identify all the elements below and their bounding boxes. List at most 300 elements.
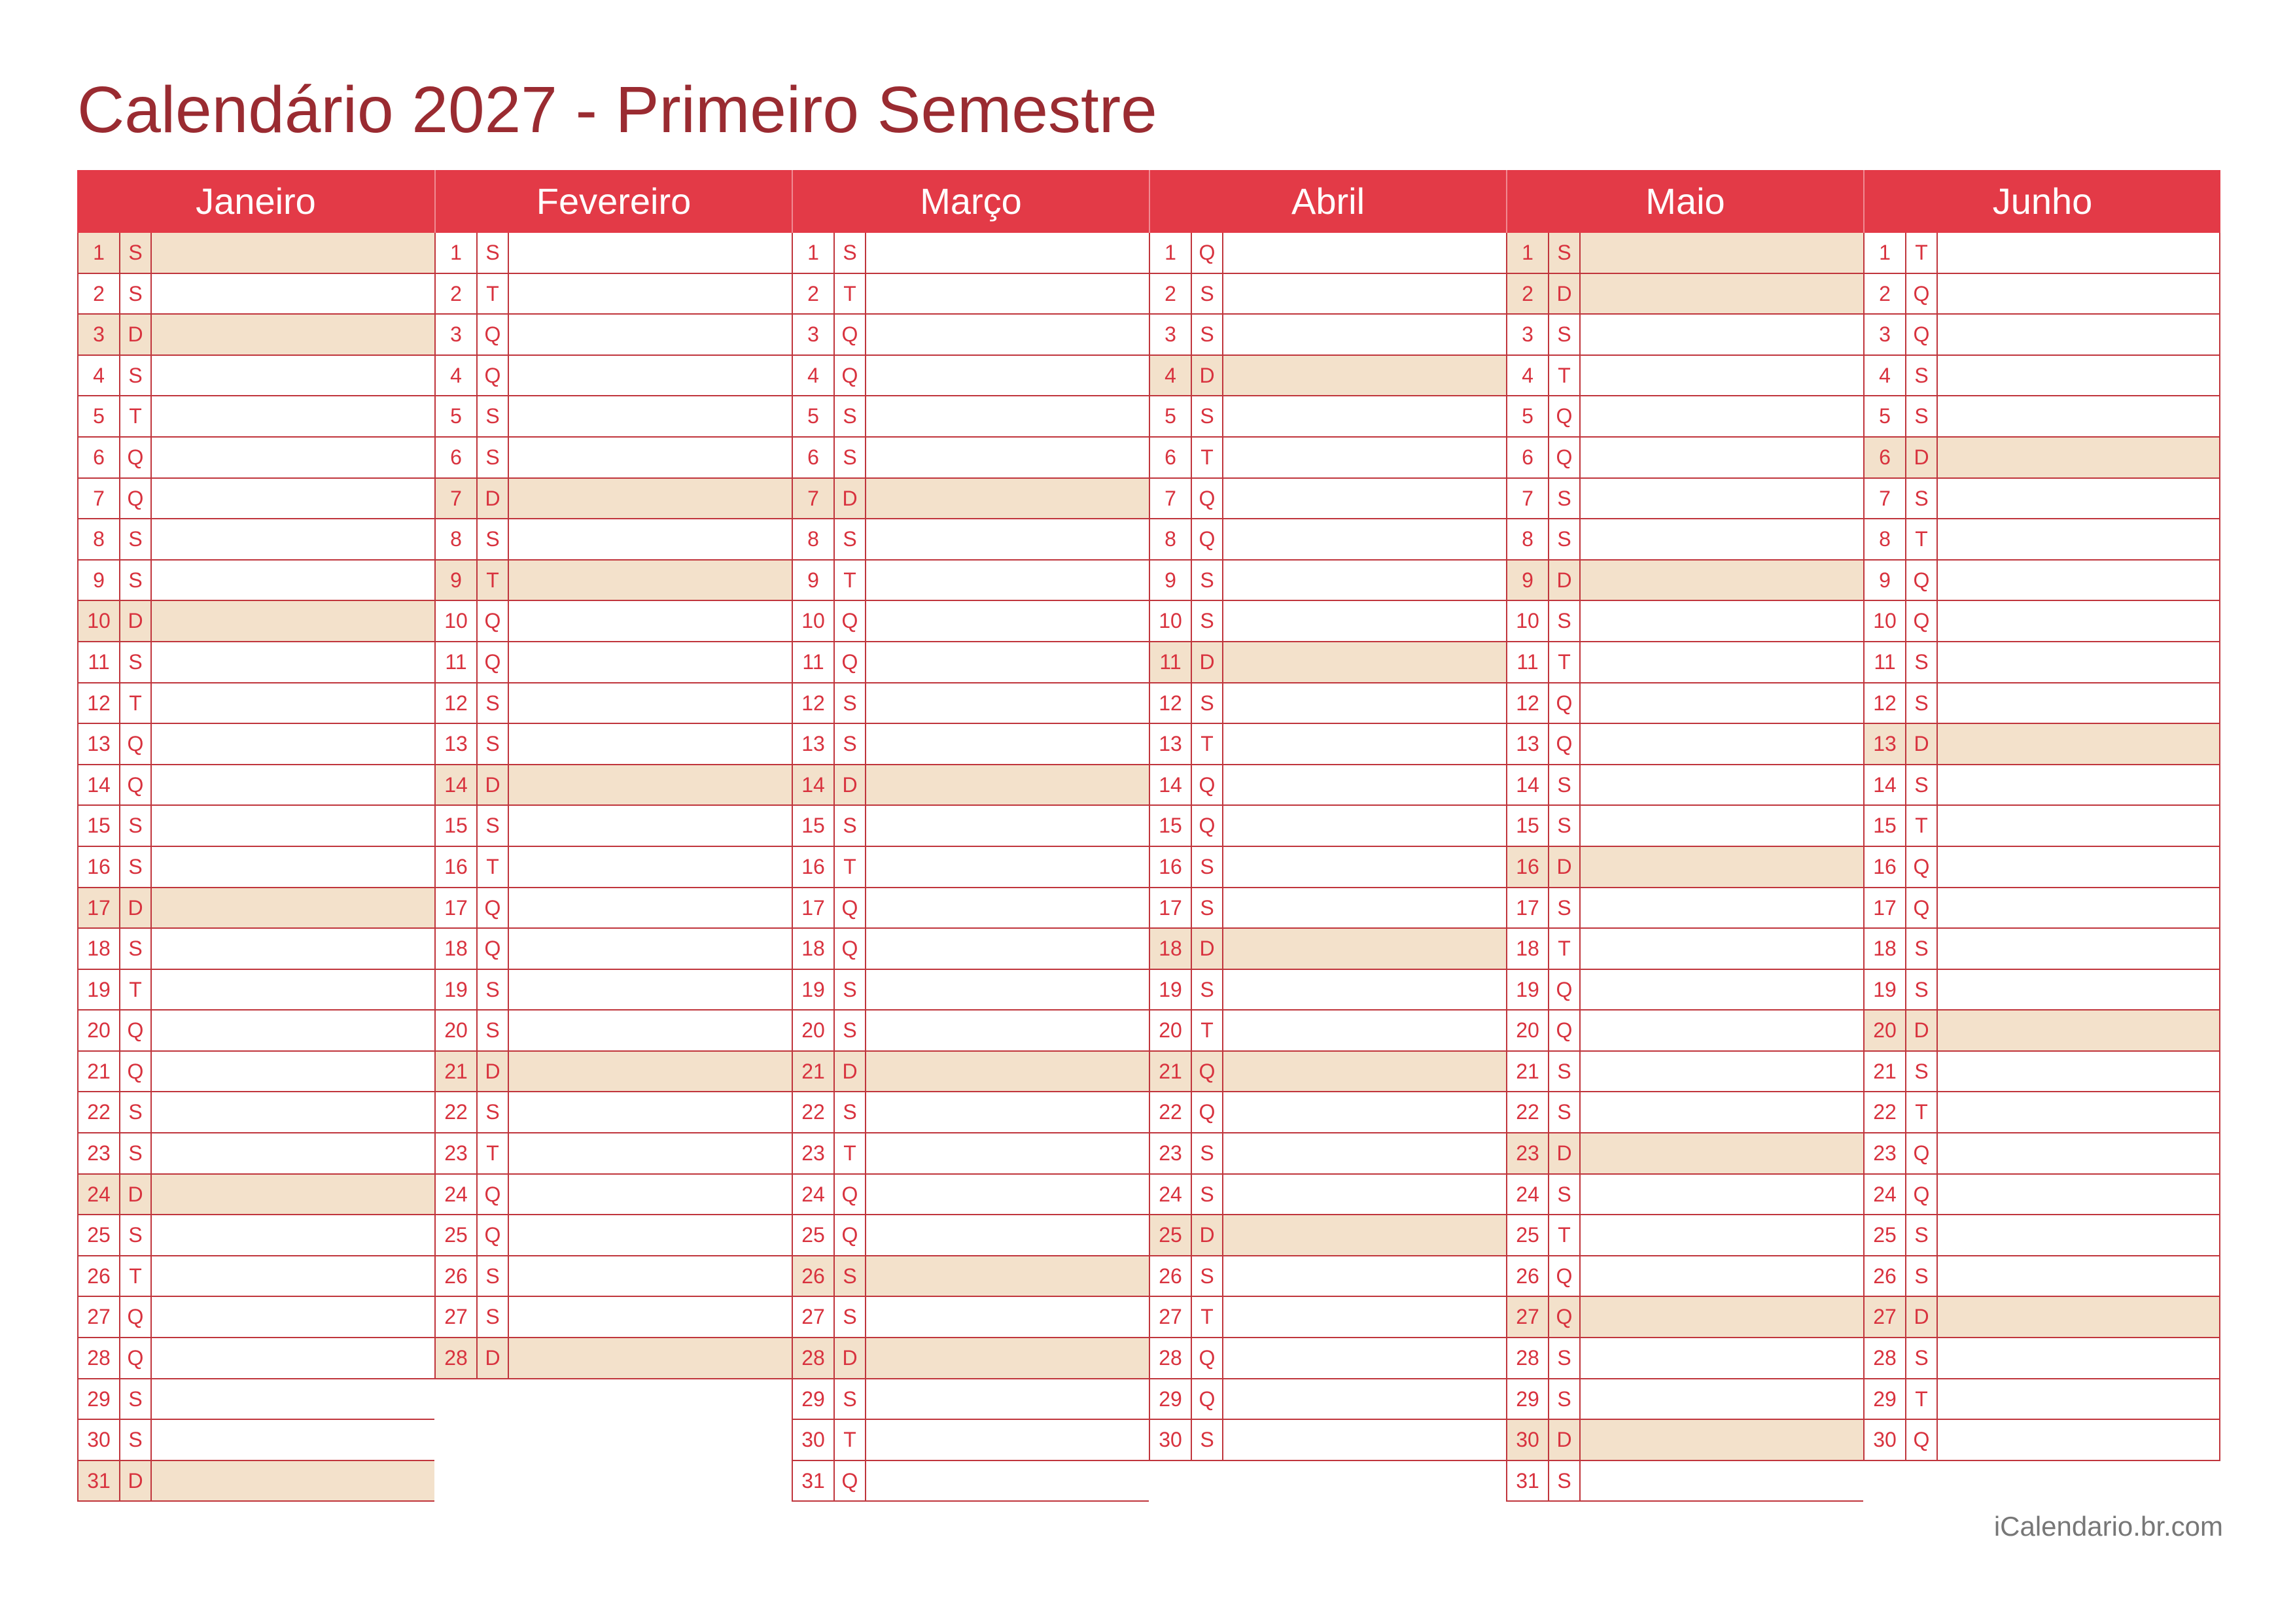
day-number: 3 xyxy=(79,315,120,354)
day-note-cell xyxy=(866,1052,1149,1092)
weekday-letter: D xyxy=(120,1175,152,1215)
page-title: Calendário 2027 - Primeiro Semestre xyxy=(77,73,1157,147)
weekday-letter: S xyxy=(835,1297,866,1337)
day-note-cell xyxy=(1223,479,1506,519)
day-number: 31 xyxy=(1507,1461,1549,1501)
weekday-letter: S xyxy=(1906,683,1938,723)
day-number: 19 xyxy=(1507,970,1549,1010)
day-row xyxy=(436,479,792,520)
day-row xyxy=(1150,601,1506,642)
day-note-cell xyxy=(152,315,434,354)
day-row xyxy=(436,1052,792,1093)
day-row xyxy=(1507,356,1863,397)
weekday-letter: S xyxy=(835,683,866,723)
day-number: 21 xyxy=(79,1052,120,1092)
day-note-cell xyxy=(509,356,792,396)
day-note-cell xyxy=(866,1256,1149,1296)
day-row xyxy=(1865,1215,2219,1256)
day-note-cell xyxy=(1938,1338,2219,1378)
day-number: 26 xyxy=(1865,1256,1906,1296)
day-number: 28 xyxy=(1865,1338,1906,1378)
day-number: 13 xyxy=(79,724,120,764)
day-number: 12 xyxy=(79,683,120,723)
day-note-cell xyxy=(152,356,434,396)
day-number: 1 xyxy=(793,233,835,273)
day-number: 18 xyxy=(793,929,835,969)
day-number: 13 xyxy=(436,724,478,764)
weekday-letter: Q xyxy=(835,601,866,641)
day-number: 30 xyxy=(1150,1420,1192,1460)
weekday-letter: D xyxy=(1549,1420,1581,1460)
day-number: 2 xyxy=(1150,274,1192,314)
day-row xyxy=(793,929,1149,970)
weekday-letter: D xyxy=(835,1052,866,1092)
weekday-letter: S xyxy=(1906,396,1938,436)
day-row xyxy=(1150,1215,1506,1256)
day-note-cell xyxy=(866,1215,1149,1255)
weekday-letter: S xyxy=(478,806,509,846)
day-row xyxy=(1865,274,2219,315)
month-header: Fevereiro xyxy=(434,170,792,233)
weekday-letter: D xyxy=(120,1461,152,1501)
day-number: 20 xyxy=(1507,1011,1549,1050)
day-note-cell xyxy=(866,1011,1149,1050)
weekday-letter: T xyxy=(1549,929,1581,969)
day-note-cell xyxy=(866,1297,1149,1337)
day-row xyxy=(1507,233,1863,274)
day-number: 14 xyxy=(1507,765,1549,805)
day-row xyxy=(1507,1420,1863,1461)
day-list xyxy=(1506,233,1863,1502)
day-number: 6 xyxy=(79,438,120,477)
weekday-letter: D xyxy=(1906,438,1938,477)
day-number: 6 xyxy=(436,438,478,477)
day-row xyxy=(793,561,1149,602)
day-number: 1 xyxy=(1865,233,1906,273)
day-row xyxy=(1150,356,1506,397)
day-row xyxy=(79,683,434,725)
day-note-cell xyxy=(1938,847,2219,887)
weekday-letter: T xyxy=(120,1256,152,1296)
weekday-letter: S xyxy=(1906,356,1938,396)
day-note-cell xyxy=(1938,356,2219,396)
weekday-letter: S xyxy=(1549,1338,1581,1378)
day-note-cell xyxy=(152,724,434,764)
day-number: 17 xyxy=(793,888,835,928)
day-row xyxy=(79,561,434,602)
day-note-cell xyxy=(1938,724,2219,764)
weekday-letter: Q xyxy=(1906,274,1938,314)
day-number: 24 xyxy=(1865,1175,1906,1215)
weekday-letter: Q xyxy=(478,315,509,354)
day-number: 28 xyxy=(1150,1338,1192,1378)
day-row xyxy=(1507,929,1863,970)
day-number: 21 xyxy=(1150,1052,1192,1092)
weekday-letter: S xyxy=(1549,1379,1581,1419)
weekday-letter: S xyxy=(1906,1215,1938,1255)
day-note-cell xyxy=(1223,642,1506,682)
day-number: 5 xyxy=(1865,396,1906,436)
day-number: 13 xyxy=(1865,724,1906,764)
day-row xyxy=(436,970,792,1011)
day-note-cell xyxy=(1581,479,1863,519)
day-note-cell xyxy=(509,274,792,314)
day-row xyxy=(436,1175,792,1216)
weekday-letter: S xyxy=(120,1420,152,1460)
day-note-cell xyxy=(1223,1297,1506,1337)
weekday-letter: Q xyxy=(120,479,152,519)
day-note-cell xyxy=(1938,1256,2219,1296)
day-number: 11 xyxy=(1865,642,1906,682)
day-number: 4 xyxy=(1865,356,1906,396)
weekday-letter: D xyxy=(1549,561,1581,600)
day-note-cell xyxy=(1223,438,1506,477)
day-number: 2 xyxy=(1865,274,1906,314)
weekday-letter: Q xyxy=(1906,847,1938,887)
day-note-cell xyxy=(866,519,1149,559)
day-note-cell xyxy=(1938,1420,2219,1460)
day-row xyxy=(1150,233,1506,274)
day-row xyxy=(1507,479,1863,520)
day-number: 25 xyxy=(1150,1215,1192,1255)
day-number: 30 xyxy=(1865,1420,1906,1460)
weekday-letter: S xyxy=(1906,642,1938,682)
day-number: 29 xyxy=(1507,1379,1549,1419)
weekday-letter: S xyxy=(120,1379,152,1419)
weekday-letter: S xyxy=(835,1011,866,1050)
weekday-letter: S xyxy=(1906,479,1938,519)
day-note-cell xyxy=(866,847,1149,887)
day-row xyxy=(1507,315,1863,356)
day-number: 28 xyxy=(793,1338,835,1378)
day-note-cell xyxy=(509,479,792,519)
day-note-cell xyxy=(866,765,1149,805)
day-number: 5 xyxy=(1150,396,1192,436)
day-number: 2 xyxy=(436,274,478,314)
day-number: 10 xyxy=(436,601,478,641)
weekday-letter: S xyxy=(1906,765,1938,805)
day-note-cell xyxy=(509,1133,792,1173)
weekday-letter: S xyxy=(1192,847,1223,887)
day-number: 4 xyxy=(1150,356,1192,396)
day-number: 3 xyxy=(436,315,478,354)
day-number: 20 xyxy=(1865,1011,1906,1050)
day-number: 18 xyxy=(436,929,478,969)
day-row xyxy=(1150,1420,1506,1461)
day-number: 23 xyxy=(436,1133,478,1173)
day-number: 17 xyxy=(1507,888,1549,928)
day-number: 26 xyxy=(1150,1256,1192,1296)
day-row xyxy=(436,233,792,274)
day-number: 7 xyxy=(793,479,835,519)
day-note-cell xyxy=(866,1175,1149,1215)
day-number: 12 xyxy=(436,683,478,723)
day-number: 22 xyxy=(79,1092,120,1132)
day-note-cell xyxy=(152,438,434,477)
day-row xyxy=(793,356,1149,397)
day-number: 7 xyxy=(1865,479,1906,519)
weekday-letter: T xyxy=(1906,233,1938,273)
day-row xyxy=(436,601,792,642)
day-number: 20 xyxy=(1150,1011,1192,1050)
day-number: 29 xyxy=(793,1379,835,1419)
day-note-cell xyxy=(1938,888,2219,928)
weekday-letter: Q xyxy=(1549,724,1581,764)
weekday-letter: Q xyxy=(1906,1420,1938,1460)
day-number: 11 xyxy=(1507,642,1549,682)
day-row xyxy=(1865,1297,2219,1338)
day-number: 16 xyxy=(1865,847,1906,887)
day-note-cell xyxy=(1938,479,2219,519)
day-note-cell xyxy=(152,970,434,1010)
day-row xyxy=(1507,642,1863,683)
day-number: 22 xyxy=(1150,1092,1192,1132)
weekday-letter: Q xyxy=(120,1011,152,1050)
day-row xyxy=(1865,1133,2219,1175)
day-row xyxy=(79,847,434,888)
day-note-cell xyxy=(152,1092,434,1132)
day-number: 25 xyxy=(79,1215,120,1255)
day-note-cell xyxy=(1223,1215,1506,1255)
day-number: 17 xyxy=(1150,888,1192,928)
day-row xyxy=(1150,1052,1506,1093)
day-list xyxy=(1863,233,2220,1461)
day-row xyxy=(793,847,1149,888)
day-row xyxy=(436,683,792,725)
day-note-cell xyxy=(866,1133,1149,1173)
weekday-letter: T xyxy=(1192,438,1223,477)
day-row xyxy=(79,396,434,438)
day-note-cell xyxy=(152,1420,434,1460)
day-note-cell xyxy=(1223,929,1506,969)
day-number: 9 xyxy=(1507,561,1549,600)
weekday-letter: T xyxy=(120,683,152,723)
day-note-cell xyxy=(1938,396,2219,436)
day-number: 6 xyxy=(793,438,835,477)
day-number: 28 xyxy=(436,1338,478,1378)
weekday-letter: S xyxy=(478,438,509,477)
day-number: 9 xyxy=(793,561,835,600)
weekday-letter: Q xyxy=(120,1297,152,1337)
weekday-letter: S xyxy=(478,519,509,559)
day-number: 5 xyxy=(436,396,478,436)
day-number: 23 xyxy=(1150,1133,1192,1173)
day-number: 27 xyxy=(1150,1297,1192,1337)
day-note-cell xyxy=(509,396,792,436)
day-row xyxy=(1150,888,1506,929)
day-note-cell xyxy=(1223,765,1506,805)
day-note-cell xyxy=(1223,561,1506,600)
day-number: 8 xyxy=(436,519,478,559)
weekday-letter: S xyxy=(478,1092,509,1132)
day-row xyxy=(1507,1133,1863,1175)
day-number: 10 xyxy=(1507,601,1549,641)
weekday-letter: Q xyxy=(120,1338,152,1378)
day-note-cell xyxy=(1938,1052,2219,1092)
day-row xyxy=(1150,642,1506,683)
day-row xyxy=(1865,479,2219,520)
weekday-letter: Q xyxy=(1192,519,1223,559)
day-note-cell xyxy=(152,233,434,273)
day-row xyxy=(1150,1338,1506,1379)
day-row xyxy=(793,1338,1149,1379)
weekday-letter: S xyxy=(1192,1133,1223,1173)
weekday-letter: Q xyxy=(835,929,866,969)
day-list xyxy=(1149,233,1506,1461)
day-note-cell xyxy=(509,724,792,764)
weekday-letter: Q xyxy=(1906,1175,1938,1215)
day-list xyxy=(792,233,1149,1502)
day-row xyxy=(1865,561,2219,602)
day-note-cell xyxy=(1581,1052,1863,1092)
weekday-letter: S xyxy=(120,1092,152,1132)
day-number: 26 xyxy=(436,1256,478,1296)
day-number: 16 xyxy=(1150,847,1192,887)
day-note-cell xyxy=(152,1052,434,1092)
day-row xyxy=(1507,1256,1863,1298)
weekday-letter: Q xyxy=(1549,1256,1581,1296)
day-note-cell xyxy=(866,1461,1149,1501)
day-note-cell xyxy=(509,929,792,969)
day-row xyxy=(793,1092,1149,1133)
weekday-letter: Q xyxy=(1192,1379,1223,1419)
day-note-cell xyxy=(866,356,1149,396)
day-number: 7 xyxy=(1507,479,1549,519)
day-row xyxy=(1150,806,1506,847)
day-row xyxy=(793,1215,1149,1256)
weekday-letter: Q xyxy=(1192,1338,1223,1378)
weekday-letter: S xyxy=(478,1256,509,1296)
day-note-cell xyxy=(509,601,792,641)
day-row xyxy=(1865,601,2219,642)
weekday-letter: D xyxy=(1906,1297,1938,1337)
weekday-letter: Q xyxy=(1192,806,1223,846)
day-row xyxy=(1150,683,1506,725)
month-header: Março xyxy=(792,170,1149,233)
day-number: 28 xyxy=(1507,1338,1549,1378)
day-row xyxy=(793,765,1149,806)
weekday-letter: D xyxy=(1192,1215,1223,1255)
day-note-cell xyxy=(1938,765,2219,805)
day-note-cell xyxy=(1938,642,2219,682)
weekday-letter: Q xyxy=(835,1175,866,1215)
day-row xyxy=(1150,479,1506,520)
weekday-letter: D xyxy=(1549,1133,1581,1173)
day-note-cell xyxy=(1938,1379,2219,1419)
day-number: 22 xyxy=(436,1092,478,1132)
day-number: 6 xyxy=(1150,438,1192,477)
weekday-letter: S xyxy=(1906,1338,1938,1378)
weekday-letter: T xyxy=(1549,1215,1581,1255)
day-row xyxy=(79,1133,434,1175)
day-row xyxy=(79,1092,434,1133)
day-row xyxy=(79,356,434,397)
day-row xyxy=(793,1011,1149,1052)
weekday-letter: S xyxy=(1906,1052,1938,1092)
day-row xyxy=(79,1011,434,1052)
day-number: 20 xyxy=(79,1011,120,1050)
day-number: 20 xyxy=(793,1011,835,1050)
weekday-letter: Q xyxy=(478,1215,509,1255)
weekday-letter: S xyxy=(120,806,152,846)
day-number: 22 xyxy=(793,1092,835,1132)
day-note-cell xyxy=(1938,1175,2219,1215)
weekday-letter: S xyxy=(478,724,509,764)
day-note-cell xyxy=(1581,233,1863,273)
month-header: Abril xyxy=(1149,170,1506,233)
weekday-letter: D xyxy=(120,601,152,641)
weekday-letter: Q xyxy=(1549,683,1581,723)
day-number: 8 xyxy=(793,519,835,559)
day-row xyxy=(793,479,1149,520)
day-note-cell xyxy=(1223,970,1506,1010)
day-note-cell xyxy=(1223,396,1506,436)
day-number: 19 xyxy=(793,970,835,1010)
day-note-cell xyxy=(1938,1297,2219,1337)
day-note-cell xyxy=(152,519,434,559)
day-note-cell xyxy=(1223,847,1506,887)
day-row xyxy=(1150,315,1506,356)
day-number: 12 xyxy=(1507,683,1549,723)
weekday-letter: T xyxy=(835,274,866,314)
day-note-cell xyxy=(1581,1175,1863,1215)
day-row xyxy=(79,479,434,520)
day-row xyxy=(436,1092,792,1133)
weekday-letter: S xyxy=(120,561,152,600)
day-number: 5 xyxy=(793,396,835,436)
day-number: 2 xyxy=(79,274,120,314)
weekday-letter: S xyxy=(1192,1256,1223,1296)
day-note-cell xyxy=(1581,1133,1863,1173)
weekday-letter: Q xyxy=(835,315,866,354)
day-note-cell xyxy=(1581,1338,1863,1378)
day-row xyxy=(1865,1338,2219,1379)
weekday-letter: S xyxy=(1549,315,1581,354)
day-note-cell xyxy=(152,642,434,682)
day-row xyxy=(1150,765,1506,806)
day-note-cell xyxy=(1581,847,1863,887)
day-row xyxy=(1865,724,2219,765)
day-row xyxy=(436,1011,792,1052)
day-row xyxy=(793,438,1149,479)
weekday-letter: Q xyxy=(478,888,509,928)
weekday-letter: Q xyxy=(835,1215,866,1255)
day-number: 1 xyxy=(436,233,478,273)
day-number: 22 xyxy=(1507,1092,1549,1132)
day-number: 30 xyxy=(793,1420,835,1460)
day-note-cell xyxy=(509,1092,792,1132)
weekday-letter: Q xyxy=(1906,888,1938,928)
day-row xyxy=(1150,1011,1506,1052)
day-note-cell xyxy=(866,396,1149,436)
day-number: 14 xyxy=(436,765,478,805)
day-row xyxy=(1865,642,2219,683)
month-column-junho xyxy=(1863,170,2220,1502)
day-number: 3 xyxy=(793,315,835,354)
day-number: 28 xyxy=(79,1338,120,1378)
day-row xyxy=(1150,1133,1506,1175)
day-number: 29 xyxy=(79,1379,120,1419)
day-row xyxy=(1507,561,1863,602)
day-row xyxy=(1865,929,2219,970)
day-number: 16 xyxy=(436,847,478,887)
day-row xyxy=(1865,438,2219,479)
day-number: 10 xyxy=(793,601,835,641)
day-number: 27 xyxy=(793,1297,835,1337)
day-number: 1 xyxy=(1507,233,1549,273)
month-header: Janeiro xyxy=(77,170,434,233)
day-row xyxy=(1507,765,1863,806)
